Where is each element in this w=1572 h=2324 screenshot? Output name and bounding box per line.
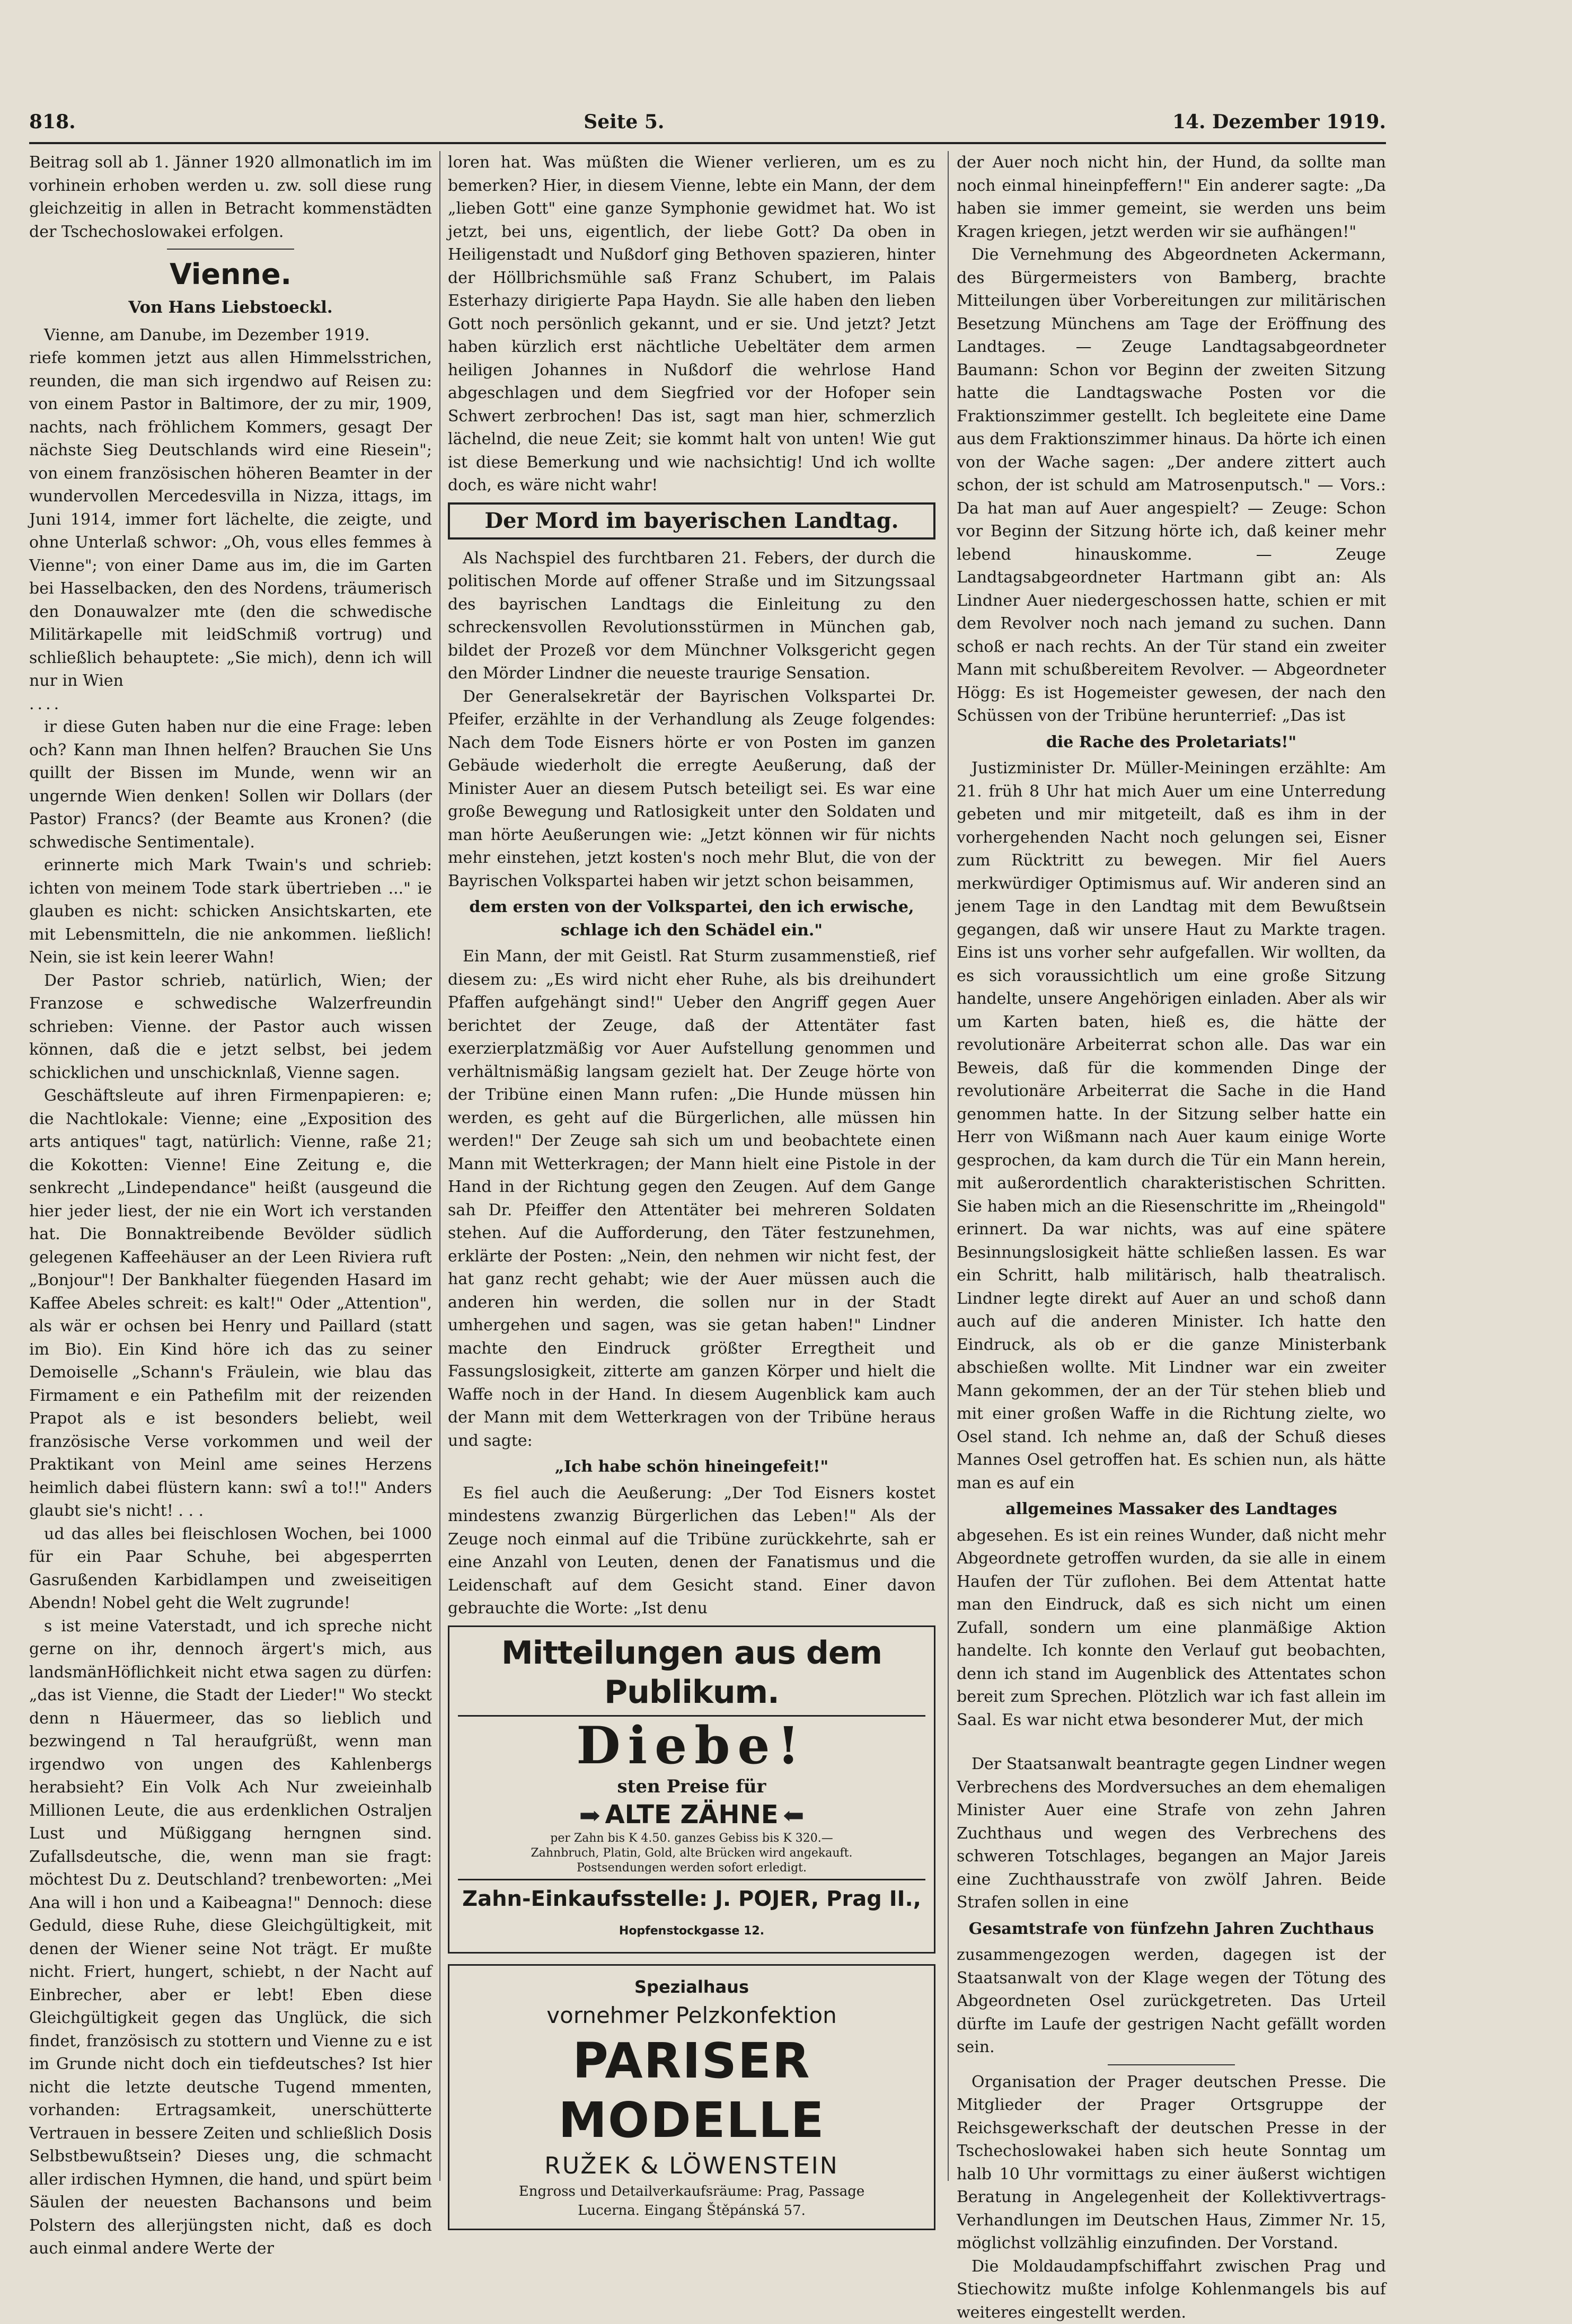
paragraph: Die Vernehmung des Abgeordneten Ackermann, des Bürgermeisters von Bamberg, brachte Mitteilungen über Vorbereitungen zur militärischen Besetzung Münchens am Tage der Eröffnung des Landtages. — Zeuge Landtagsabgeordneter Baumann: Schon vor Beginn der zweiten Sitzung hatte die Landtagswache Posten vor die Fraktionszimmer gestellt. Ich begleitete eine Dame aus dem Fraktionszimmer hinaus. Da hörte ich einen von der Wache sagen: „Der andere zittert auch schon, der ist schuld am Matrosenputsch." — Vors.: Da hat man auf Auer angespielt? — Zeuge: Schon vor Beginn der Sitzung hörte ich, daß keiner mehr lebend hinauskomme. — Zeuge Landtagsabgeordneter Hartmann gibt an: Als Lindner Auer niedergeschossen hatte, schien er mit dem Revolver noch nach jemand zu suchen. Dann schoß er nach rechts. An der Tür stand ein zweiter Mann mit schußbereitem Revolver. — Abgeordneter Högg: Es ist Hogemeister gewesen, der nach den Schüssen von der Tribüne herunterrief: „Das ist <box>957 243 1386 728</box>
ad-small-1: per Zahn bis K 4.50. ganzes Gebiss bis K 320.— <box>458 1831 925 1846</box>
pointing-hand-left-icon <box>784 1811 803 1822</box>
quote-heading: allgemeines Massaker des Landtages <box>957 1498 1386 1521</box>
paragraph: loren hat. Was müßten die Wiener verlieren, um es zu bemerken? Hier, in diesem Vienne, lebte ein Mann, der dem „lieben Gott" eine ganze Symphonie gewidmet hat. Wo ist jetzt, bei uns, eigentlich, der liebe Gott? Da oben in Heiligenstadt und Nußdorf ging Bethoven spazieren, hinter der Höllbrichsmühle saß Franz Schubert, im Palais Esterhazy dirigierte Papa Haydn. Sie alle haben den lieben Gott noch persönlich gekannt, und er sie. Und jetzt? Jetzt haben kürzlich erst nächtliche Uebeltäter dem armen heiligen Johannes in Nußdorf die wehrlose Hand abgeschlagen und dem Siegfried vor der Hofoper sein Schwert zerbrochen! Das ist, sagt man hier, schmerzlich lächelnd, die neue Zeit; sie kommt halt von unten! Wie gut ist diese Bemerkung und wie nachsichtig! Und ich wollte doch, es wäre nicht wahr! <box>448 151 935 497</box>
ellipsis: .... <box>29 693 432 716</box>
paragraph: Der Staatsanwalt beantragte gegen Lindner wegen Verbrechens des Mordversuches an dem ehemaligen Minister Auer eine Strafe von zehn Jahren Zuchthaus und wegen des Verbrechens des schweren Totschlages, begangen an Major Jareis eine Zuchthausstrafe von zwölf Jahren. Beide Strafen sollen in eine <box>957 1753 1386 1914</box>
ad-section-head: Mitteilungen aus dem Publikum. <box>458 1633 925 1717</box>
column-3 <box>957 151 1386 2181</box>
article-title-vienne: Vienne. <box>29 256 432 293</box>
quote-heading: „Ich habe schön hineingefeit!" <box>448 1455 935 1479</box>
paragraph: Justizminister Dr. Müller-Meiningen erzählte: Am 21. früh 8 Uhr hat mich Auer um eine Unterredung gebeten und mir mitgeteilt, daß es ihm in der vorhergehenden Nacht noch gelungen sei, Eisner zum Rücktritt zu bewegen. Mir fiel Auers merkwürdiger Optimismus auf. Wir anderen sind an jenem Tage in den Landtag mit dem Bewußtsein gegangen, daß wir unsere Haut zu Markte tragen. Eins ist uns vorher sehr aufgefallen. Wir wollten, da es sich voraussichtlich um eine große Sitzung handelte, unsere Angehörigen einladen. Aber als wir um Karten baten, hieß es, die hätte der revolutionäre Arbeiterrat schon alle. Das war ein Beweis, daß für die kommenden Dinge der revolutionäre Arbeiterrat die Sache in die Hand genommen hatte. In der Sitzung selber hatte ein Herr von Wißmann nach Auer kaum einige Worte gesprochen, da kam durch die Tür ein Mann herein, mit außerordentlich charakteristischen Schritten. Sie haben mich an die Riesenschritte im „Rheingold" erinnert. Da war nichts, was auf eine spätere Besinnungslosigkeit hätte schließen lassen. Es war ein Schritt, halb militärisch, halb theatralisch. Lindner legte direkt auf Auer an und schoß dann auch auf die anderen Minister. Ich hatte den Eindruck, als ob er die ganze Ministerbank abschießen wollte. Mit Lindner war ein zweiter Mann gekommen, der an der Tür stehen blieb und mit einer großen Waffe in die Richtung zielte, wo Osel stand. Ich nehme an, daß der Schuß dieses Mannes Osel getroffen hat. Es schien nun, als hätte man es auf ein <box>957 757 1386 1495</box>
byline: Von Hans Liebstoeckl. <box>29 296 432 320</box>
paragraph: riefe kommen jetzt aus allen Himmelsstrichen, reunden, die man sich irgendwo auf Reisen zu: von einem Pastor in Baltimore, der zu mir, 1909, nachts, nach fröhlichem Kommers, gesagt Der nächste Sieg Deutschlands wird eine Riesein"; von einem französischen höheren Beamter in der wundervollen Mercedesvilla in Nizza, ittags, im Juni 1914, immer fort lächelte, die zeigte, und ohne Unterlaß schwor: „Oh, vous elles femmes à Vienne"; von einer Dame aus im, die im Garten bei Hasselbacken, den des Nordens, träumerisch den Donauwalzer mte (den die schwedische Militärkapelle mit leidSchmiß vortrug) und schließlich behauptete: „Sie mich), denn ich will nur in Wien <box>29 347 432 693</box>
paragraph: Der Generalsekretär der Bayrischen Volkspartei Dr. Pfeifer, erzählte in der Verhandlung als Zeuge folgendes: Nach dem Tode Eisners hörte er von Posten im ganzen Gebäude wiederholt die erregte Aeußerung, daß der Minister Auer an diesem Putsch beteiligt sei. Es war eine große Bewegung und Ratlosigkeit unter den Soldaten und man hörte Aeußerungen wie: „Jetzt können wir für nichts mehr einstehen, jetzt kosten's noch mehr Blut, die von der Bayrischen Volkspartei haben wir jetzt schon beisammen, <box>448 685 935 893</box>
ad2-line-b: vornehmer Pelzkonfektion <box>458 2000 925 2031</box>
col1-intro: Beitrag soll ab 1. Jänner 1920 allmonatlich im im vorhinein erhoben werden u. zw. soll diese rung gleichzeitig in allen in Betracht kommenstädten der Tschechoslowakei erfolgen. <box>29 151 432 243</box>
article-title-mord: Der Mord im bayerischen Landtag. <box>448 502 935 540</box>
column-rule-1 <box>439 151 440 2181</box>
page-header <box>29 106 1386 138</box>
header-rule <box>29 142 1386 144</box>
ad2-line-a: Spezialhaus <box>458 1974 925 2000</box>
paragraph: Organisation der Prager deutschen Presse. Die Mitglieder der Prager Ortsgruppe der Reichsgewerkschaft der deutschen Presse in der Tschechoslowakei haben sich heute Sonntag um halb 10 Uhr vormittags zu einer äußerst wichtigen Beratung in Angelegenheit der Kollektivvertrags-Verhandlungen im Deutschen Haus, Zimmer Nr. 15, möglichst vollzählig einzufinden. Der Vorstand. <box>957 2071 1386 2255</box>
spacer <box>957 1731 1386 1753</box>
paragraph: erinnerte mich Mark Twain's und schrieb: ichten von meinem Tode stark übertrieben ..." ie glauben es nicht: schicken Ansichtskarten, ete mit Lebensmitteln, die nie ankommen. ließlich! Nein, sie ist kein leerer Wahn! <box>29 854 432 969</box>
paragraph: ud das alles bei fleischlosen Wochen, bei 1000 für ein Paar Schuhe, bei abgesperrten Gasrußenden Karbidlampen und zweiseitigen Abendn! Nobel geht die Welt zugrunde! <box>29 1523 432 1615</box>
quote-heading: Gesamtstrafe von fünfzehn Jahren Zuchthaus <box>957 1917 1386 1941</box>
advertisement-pelz <box>448 1964 935 2230</box>
ad-title: Diebe! <box>458 1717 925 1775</box>
column-rule-2 <box>948 151 949 2181</box>
newspaper-page <box>29 106 1386 2189</box>
column-1 <box>29 151 432 2181</box>
ad-product-text: ALTE ZÄHNE <box>605 1800 778 1830</box>
divider <box>167 249 294 250</box>
paragraph: Es fiel auch die Aeußerung: „Der Tod Eisners kostet mindestens zwanzig Bürgerlichen das Leben!" Als der Zeuge noch einmal auf die Tribüne zurückkehrte, sah er eine Anzahl von Leuten, denen der Fanatismus und die Leidenschaft auf dem Gesicht stand. Einer davon gebrauchte die Worte: „Ist denu <box>448 1482 935 1620</box>
paragraph: abgesehen. Es ist ein reines Wunder, daß nicht mehr Abgeordnete getroffen wurden, da sie alle in einem Haufen der Tür zuflohen. Bei dem Attentat hatte man den Eindruck, daß es sich nicht um einen Zufall, sondern um eine planmäßige Aktion handelte. Ich konnte den Verlauf gut beobachten, denn ich stand im Augenblick des Attentates schon bereit zum Sprechen. Plötzlich war ich fast allein im Saal. Es war nicht etwa besonderer Mut, der mich <box>957 1524 1386 1732</box>
ad-address-street: Hopfenstockgasse 12. <box>619 1924 764 1938</box>
paragraph: s ist meine Vaterstadt, und ich spreche nicht gerne on ihr, dennoch ärgert's mich, aus landsmänHöflichkeit nicht etwa sagen zu dürfen: „das ist Vienne, die Stadt der Lieder!" Wo steckt denn n Häuermeer, das so lieblich und bezwingend n Tal heraufgrüßt, wenn man irgendwo von ungen des Kahlenbergs herabsieht? Ein Volk Ach Nur zweieinhalb Millionen Leute, die aus erdenklichen Ostraljen Lust und Müßiggang herngnen sind. Zufallsdeutsche, die, wenn man sie fragt: möchtest Du z. Deutschland? trenbeworten: „Mei Ana will i hon und a Kaibeagna!" Dennoch: diese Geduld, diese Ruhe, diese Gleichgültigkeit, mit denen der Wiener seine Not trägt. Er mußte nicht. Friert, hungert, schiebt, n der Nacht auf Einbrecher, aber er lebt! Eben diese Gleichgültigkeit gegen das Unglück, die sich findet, französisch zu stottern und Vienne zu e ist im Grunde nicht doch ein tiefdeutsches? Ist hier nicht die letzte deutsche Tugend mmenten, vorhanden: Ertragsamkeit, unerschütterte Vertrauen in bessere Zeiten und schließlich Dosis Selbstbewußtsein? Dieses ung, die schmacht aller irdischen Hymnen, die hand, und spürt beim Säulen der neuesten Bachansons und beim Polstern des allerjüngsten nicht, daß es doch auch einmal andere Werte der <box>29 1615 432 2260</box>
ad2-brand: PARISER MODELLE <box>458 2031 925 2150</box>
paragraph: Der Pastor schrieb, natürlich, Wien; der Franzose e schwedische Walzerfreundin schrieben: Vienne. der Pastor auch wissen können, daß die e jetzt selbst, bei jedem schicklichen und unschicknlaß, Vienne sagen. <box>29 969 432 1085</box>
paragraph: Ein Mann, der mit Geistl. Rat Sturm zusammenstieß, rief diesem zu: „Es wird nicht eher Ruhe, als bis dreihundert Pfaffen aufgehängt sind!" Ueber den Angriff gegen Auer berichtet der Zeuge, daß der Attentäter fast exerzierplatzmäßig vor Auer Aufstellung genommen und verhältnismäßig langsam gezielt hat. Der Zeuge hörte von der Tribüne einen Mann rufen: „Die Hunde müssen hin werden, es geht auf die Bürgerlichen, alle müssen hin werden!" Der Zeuge sah sich um und beobachtete einen Mann mit Wetterkragen; der Mann hielt eine Pistole in der Hand in der Richtung gegen den Zeugen. Auf dem Gange sah Dr. Pfeiffer den Attentäter bei mehreren Soldaten stehen. Auf die Aufforderung, den Täter festzunehmen, erklärte der Posten: „Nein, den nehmen wir nicht fest, der hat ganz recht gehabt; wie der Auer müssen auch die anderen hin werden, die sollen nur in der Stadt umhergehen und sagen, was sie getan haben!" Lindner machte den Eindruck größter Erregtheit und Fassungslosigkeit, zitterte am ganzen Körper und hielt die Waffe noch in der Hand. In diesem Augenblick kam auch der Mann mit dem Wetterkragen von der Tribüne heraus und sagte: <box>448 945 935 1452</box>
page-number-left: 818. <box>29 111 76 133</box>
dateline: Vienne, am Danube, im Dezember 1919. <box>29 324 432 347</box>
ad-address <box>458 1879 925 1946</box>
paragraph: der Auer noch nicht hin, der Hund, da sollte man noch einmal hineinpfeffern!" Ein anderer sagte: „Da haben sie immer gemeint, sie werden uns beim Kragen kriegen, jetzt werden wir sie aufhängen!" <box>957 151 1386 243</box>
quote-heading: dem ersten von der Volkspartei, den ich erwische, schlage ich den Schädel ein." <box>448 896 935 942</box>
ad-small-2: Zahnbruch, Platin, Gold, alte Brücken wird angekauft. <box>458 1846 925 1861</box>
paragraph: Die Moldaudampfschiffahrt zwischen Prag und Stiechowitz mußte infolge Kohlenmangels bis auf weiteres eingestellt werden. <box>957 2255 1386 2324</box>
column-2 <box>448 151 935 2181</box>
paragraph: zusammengezogen werden, dagegen ist der Staatsanwalt von der Klage wegen der Tötung des Abgeordneten Osel zurückgetreten. Das Urteil dürfte im Laufe der gestrigen Nacht gefällt worden sein. <box>957 1943 1386 2059</box>
ad2-address-2: Lucerna. Eingang Štěpánská 57. <box>458 2201 925 2220</box>
quote-heading: die Rache des Proletariats!" <box>957 731 1386 754</box>
paragraph: ir diese Guten haben nur die eine Frage: leben och? Kann man Ihnen helfen? Brauchen Sie Uns quillt der Bissen im Munde, wenn wir an ungernde Wien denken! Sollen wir Dollars (der Pastor) Francs? (der Beamte aus Kronen? (die schwedische Sentimentale). <box>29 715 432 854</box>
ad-address-main: Zahn-Einkaufsstelle: J. POJER, Prag II., <box>462 1887 921 1911</box>
ad-subtitle: sten Preise für <box>458 1775 925 1798</box>
paragraph: Als Nachspiel des furchtbaren 21. Febers, der durch die politischen Morde auf offener Straße und im Sitzungssaal des bayrischen Landtags die Einleitung zu den schreckensvollen Revolutionsstürmen in München gab, bildet der Prozeß vor dem Münchner Volksgericht gegen den Mörder Lindner die neueste traurige Sensation. <box>448 547 935 685</box>
ad2-address-1: Engross und Detailverkaufsräume: Prag, Passage <box>458 2182 925 2201</box>
ad-product <box>458 1798 925 1831</box>
page-center-label: Seite 5. <box>584 111 664 133</box>
issue-date: 14. Dezember 1919. <box>1172 111 1386 133</box>
advertisement-zaehne <box>448 1625 935 1954</box>
ad-small-3: Postsendungen werden sofort erledigt. <box>458 1861 925 1876</box>
paragraph: Geschäftsleute auf ihren Firmenpapieren: e; die Nachtlokale: Vienne; eine „Exposition des arts antiques" tagt, natürlich: Vienne, raße 21; die Kokotten: Vienne! Eine Zeitung e, die senkrecht „Lindependance" heißt (ausgeund die hier jeder liest, der nie ein Wort ich verstanden hat. Die Bonnaktreibende Bevölder südlich gelegenen Kaffeehäuser an der Leen Riviera ruft „Bonjour"! Der Bankhalter füegenden Hasard im Kaffee Abeles schreit: es kalt!" Oder „Attention", als wär er ochsen bei Henry und Paillard (statt im Bio). Ein Kind höre ich das zu seiner Demoiselle „Schann's Fräulein, wie blau das Firmament e ein Pathefilm mit der reizenden Prapot als e ist besonders beliebt, weil französische Verse vorkommen und weil der Praktikant von Meinl ame seines Herzens heimlich dabei flüstern kann: swî a to!!" Anders glaubt sie's nicht! . . . <box>29 1084 432 1523</box>
ad2-company: RUŽEK & LÖWENSTEIN <box>458 2150 925 2182</box>
divider <box>1108 2064 1235 2065</box>
pointing-hand-right-icon <box>580 1811 599 1822</box>
